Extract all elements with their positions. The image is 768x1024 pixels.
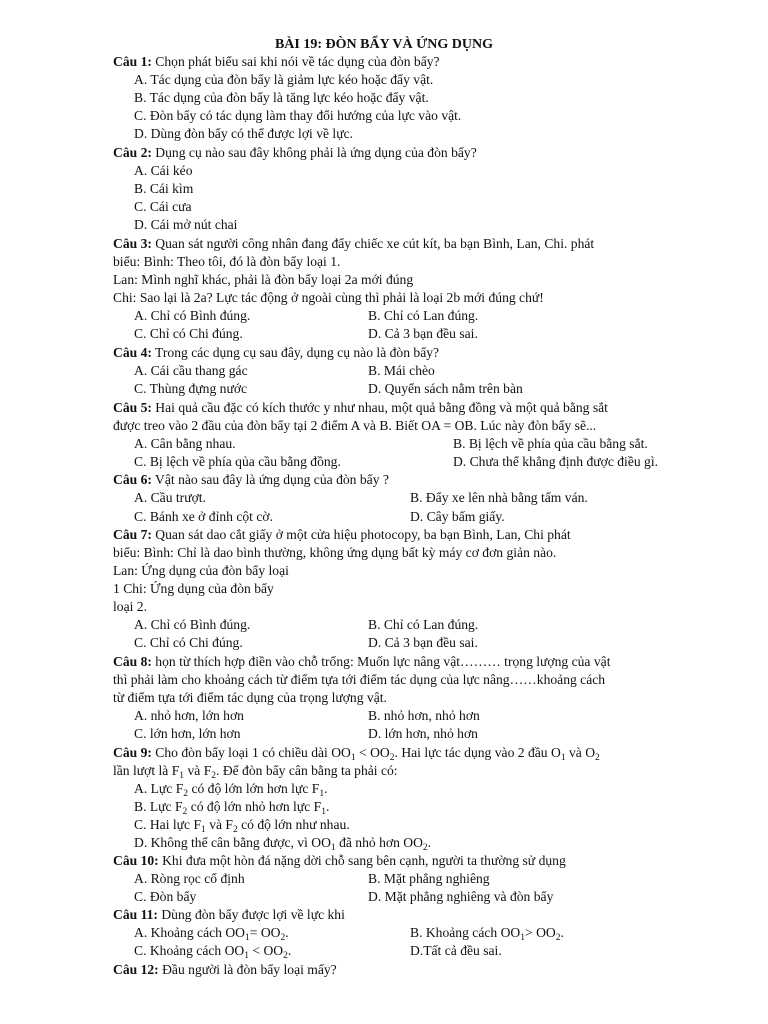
- text: .: [560, 925, 564, 940]
- q8-option-b: B. nhỏ hơn, nhỏ hơn: [368, 708, 480, 723]
- subscript: 1: [244, 951, 249, 961]
- question-text: < OO: [355, 745, 390, 760]
- subscript: 1: [321, 807, 326, 817]
- subscript: 2: [182, 807, 188, 817]
- text: lần lượt là F: [113, 763, 180, 778]
- question-text: Chọn phát biểu sai khi nói về tác dụng của đòn bẩy?: [151, 54, 440, 69]
- text: .: [285, 925, 289, 940]
- subscript: 1: [560, 753, 566, 763]
- text: có độ lớn lớn hơn lực F: [188, 781, 320, 796]
- q9-option-b: [134, 798, 329, 816]
- subscript: 2: [422, 843, 428, 853]
- q4-option-a: A. Cái cầu thang gác: [134, 363, 248, 378]
- q4-option-c: C. Thùng đựng nước: [134, 381, 248, 396]
- q6-option-d: D. Cây bấm giấy.: [410, 509, 505, 524]
- q2-option-d: D. Cái mở nút chai: [134, 217, 238, 232]
- q5-option-a: A. Cân bằng nhau.: [134, 436, 236, 451]
- q5-option-c: C. Bị lệch về phía qủa cầu bằng đồng.: [134, 454, 341, 469]
- q5-option-d: D. Chưa thể khẳng định được điều gì.: [453, 454, 659, 469]
- q10-option-d: D. Mặt phẳng nghiêng và đòn bẩy: [368, 889, 554, 904]
- question-10: [113, 852, 566, 870]
- subscript: 2: [232, 825, 238, 835]
- q4-option-d: D. Quyển sách nằm trên bàn: [368, 381, 523, 396]
- q7-option-a: A. Chỉ có Bình đúng.: [134, 617, 251, 632]
- q8-line-3: từ điểm tựa tới điểm tác dụng của trọng lượng vật.: [113, 690, 387, 705]
- subscript: 2: [183, 789, 189, 799]
- question-text: Dụng cụ nào sau đây không phải là ứng dụng của đòn bẩy?: [151, 145, 477, 160]
- question-6: [113, 471, 389, 489]
- question-8: [113, 653, 610, 671]
- q9-option-d: [134, 834, 431, 852]
- subscript: 2: [595, 753, 600, 763]
- question-text: họn từ thích hợp điền vào chỗ trống: Muốn lực nâng vật……… trọng lượng của vật: [151, 654, 611, 669]
- question-11: [113, 906, 345, 924]
- q5-option-b: B. Bị lệch về phía qủa cầu bằng sắt.: [453, 436, 648, 451]
- text: .: [325, 799, 330, 814]
- q3-line-2: biểu: Bình: Theo tôi, đó là đòn bẩy loại 1.: [113, 254, 341, 269]
- question-text: Quan sát dao cắt giấy ở một cửa hiệu photocopy, ba bạn Bình, Lan, Chi phát: [151, 527, 571, 542]
- question-text: Cho đòn bẩy loại 1 có chiều dài OO: [151, 745, 351, 760]
- q11-option-d: D.Tất cả đều sai.: [410, 943, 502, 958]
- q7-line-3: Lan: Ứng dụng của đòn bẩy loại: [113, 563, 289, 578]
- subscript: 1: [319, 789, 325, 799]
- q9-option-c: [134, 816, 350, 834]
- q2-option-b: B. Cái kìm: [134, 181, 194, 196]
- q3-line-3: Lan: Mình nghĩ khác, phải là đòn bẩy loại 2a mới đúng: [113, 272, 414, 287]
- text: đã nhỏ hơn OO: [335, 835, 423, 850]
- text: .: [427, 835, 432, 850]
- subscript: 1: [350, 753, 356, 763]
- subscript: 2: [389, 753, 395, 763]
- text: = OO: [249, 925, 281, 940]
- question-label: Câu 1:: [113, 54, 152, 69]
- q9-line-2: [113, 762, 398, 780]
- q9-option-a: [134, 780, 327, 798]
- question-1: [113, 53, 440, 71]
- question-5: [113, 399, 608, 417]
- q1-option-a: A. Tác dụng của đòn bẩy là giảm lực kéo hoặc đẩy vật.: [134, 72, 434, 87]
- lesson-title: BÀI 19: ĐÒN BẨY VÀ ỨNG DỤNG: [274, 37, 494, 52]
- q11-option-c: [134, 942, 291, 960]
- q3-option-d: D. Cả 3 bạn đều sai.: [368, 326, 478, 341]
- subscript: 2: [555, 933, 561, 943]
- question-label: Câu 11:: [113, 907, 158, 922]
- q6-option-b: B. Đẩy xe lên nhà bằng tấm ván.: [410, 490, 588, 505]
- question-label: Câu 5:: [113, 400, 152, 415]
- subscript: 1: [179, 771, 185, 781]
- question-label: Câu 8:: [113, 654, 152, 669]
- q11-option-b: [410, 924, 564, 942]
- text: A. Khoảng cách OO: [134, 925, 245, 940]
- question-label: Câu 3:: [113, 236, 152, 251]
- q2-option-a: A. Cái kéo: [134, 163, 193, 178]
- q4-option-b: B. Mái chèo: [368, 363, 435, 378]
- q10-option-c: C. Đòn bẩy: [134, 889, 197, 904]
- question-text: Đầu người là đòn bẩy loại mấy?: [158, 962, 337, 977]
- question-text: Dùng đòn bẩy được lợi về lực khi: [157, 907, 345, 922]
- question-text: Quan sát người công nhân đang đẩy chiếc xe cút kít, ba bạn Bình, Lan, Chi. phát: [151, 236, 595, 251]
- subscript: 2: [211, 771, 217, 781]
- q3-option-a: A. Chỉ có Bình đúng.: [134, 308, 251, 323]
- q7-option-d: D. Cả 3 bạn đều sai.: [368, 635, 478, 650]
- q1-option-d: D. Dùng đòn bẩy có thể được lợi về lực.: [134, 126, 354, 141]
- subscript: 1: [244, 933, 250, 943]
- q7-line-4: 1 Chi: Ứng dụng của đòn bẩy: [113, 581, 274, 596]
- text: và F: [205, 817, 233, 832]
- q1-option-b: B. Tác dụng của đòn bẩy là tăng lực kéo hoặc đẩy vật.: [134, 90, 429, 105]
- q2-option-c: C. Cái cưa: [134, 199, 192, 214]
- question-4: [113, 344, 439, 362]
- text: .: [287, 943, 292, 958]
- q10-option-b: B. Mặt phẳng nghiêng: [368, 871, 490, 886]
- text: và F: [184, 763, 212, 778]
- text: .: [324, 781, 328, 796]
- question-label: Câu 9:: [113, 745, 152, 760]
- subscript: 1: [520, 933, 525, 943]
- q3-line-4: Chi: Sao lại là 2a? Lực tác động ở ngoài cùng thì phải là loại 2b mới đúng chứ!: [113, 290, 544, 305]
- q7-line-5: loại 2.: [113, 599, 147, 614]
- text: > OO: [525, 925, 556, 940]
- question-label: Câu 12:: [113, 962, 159, 977]
- q5-line-2: được treo vào 2 đầu của đòn bẩy tại 2 điểm A và B. Biết OA = OB. Lúc này đòn bẩy sẽ...: [113, 418, 597, 433]
- question-text: Hai quả cầu đặc có kích thước y như nhau, một quả bằng đồng và một quả bằng sắt: [151, 400, 608, 415]
- q3-option-b: B. Chỉ có Lan đúng.: [368, 308, 479, 323]
- question-12: [113, 961, 337, 979]
- q3-option-c: C. Chỉ có Chi đúng.: [134, 326, 243, 341]
- question-label: Câu 2:: [113, 145, 152, 160]
- q6-option-c: C. Bánh xe ở đỉnh cột cờ.: [134, 509, 273, 524]
- question-label: Câu 10:: [113, 853, 159, 868]
- text: có độ lớn nhỏ hơn lực F: [187, 799, 322, 814]
- text: D. Không thể cân bằng được, vì OO: [134, 835, 331, 850]
- question-label: Câu 6:: [113, 472, 152, 487]
- question-7: [113, 526, 571, 544]
- text: C. Hai lực F: [134, 817, 202, 832]
- text: . Để đòn bẩy cân bằng ta phải có:: [216, 763, 398, 778]
- subscript: 1: [201, 825, 206, 835]
- question-9: [113, 744, 600, 762]
- question-text: Vật nào sau đây là ứng dụng của đòn bẩy ?: [151, 472, 389, 487]
- q8-option-a: A. nhỏ hơn, lớn hơn: [134, 708, 244, 723]
- question-2: [113, 144, 477, 162]
- question-text: và O: [565, 745, 596, 760]
- text: B. Lực F: [134, 799, 183, 814]
- q6-option-a: A. Cầu trượt.: [134, 490, 206, 505]
- subscript: 1: [330, 843, 336, 853]
- subscript: 2: [283, 951, 288, 961]
- question-label: Câu 7:: [113, 527, 152, 542]
- subscript: 2: [280, 933, 286, 943]
- q1-option-c: C. Đòn bẩy có tác dụng làm thay đổi hướng của lực vào vật.: [134, 108, 462, 123]
- question-text: Khi đưa một hòn đá nặng dời chỗ sang bên cạnh, người ta thường sử dụng: [158, 853, 566, 868]
- q7-line-2: biểu: Bình: Chỉ là dao bình thường, không ứng dụng bất kỳ máy cơ đơn giản nào.: [113, 545, 557, 560]
- text: < OO: [249, 943, 284, 958]
- question-label: Câu 4:: [113, 345, 152, 360]
- question-text: . Hai lực tác dụng vào 2 đầu O: [394, 745, 561, 760]
- question-3: [113, 235, 594, 253]
- q7-option-c: C. Chỉ có Chi đúng.: [134, 635, 243, 650]
- q7-option-b: B. Chỉ có Lan đúng.: [368, 617, 479, 632]
- text: A. Lực F: [134, 781, 184, 796]
- q8-option-d: D. lớn hơn, nhỏ hơn: [368, 726, 478, 741]
- text: B. Khoảng cách OO: [410, 925, 521, 940]
- q11-option-a: [134, 924, 289, 942]
- q8-line-2: thì phải làm cho khoảng cách từ điểm tựa tới điểm tác dụng của lực nâng……khoảng cách: [113, 672, 606, 687]
- q10-option-a: A. Ròng rọc cố định: [134, 871, 245, 886]
- q8-option-c: C. lớn hơn, lớn hơn: [134, 726, 241, 741]
- text: có độ lớn như nhau.: [237, 817, 350, 832]
- text: C. Khoảng cách OO: [134, 943, 245, 958]
- question-text: Trong các dụng cụ sau đây, dụng cụ nào là đòn bẩy?: [151, 345, 440, 360]
